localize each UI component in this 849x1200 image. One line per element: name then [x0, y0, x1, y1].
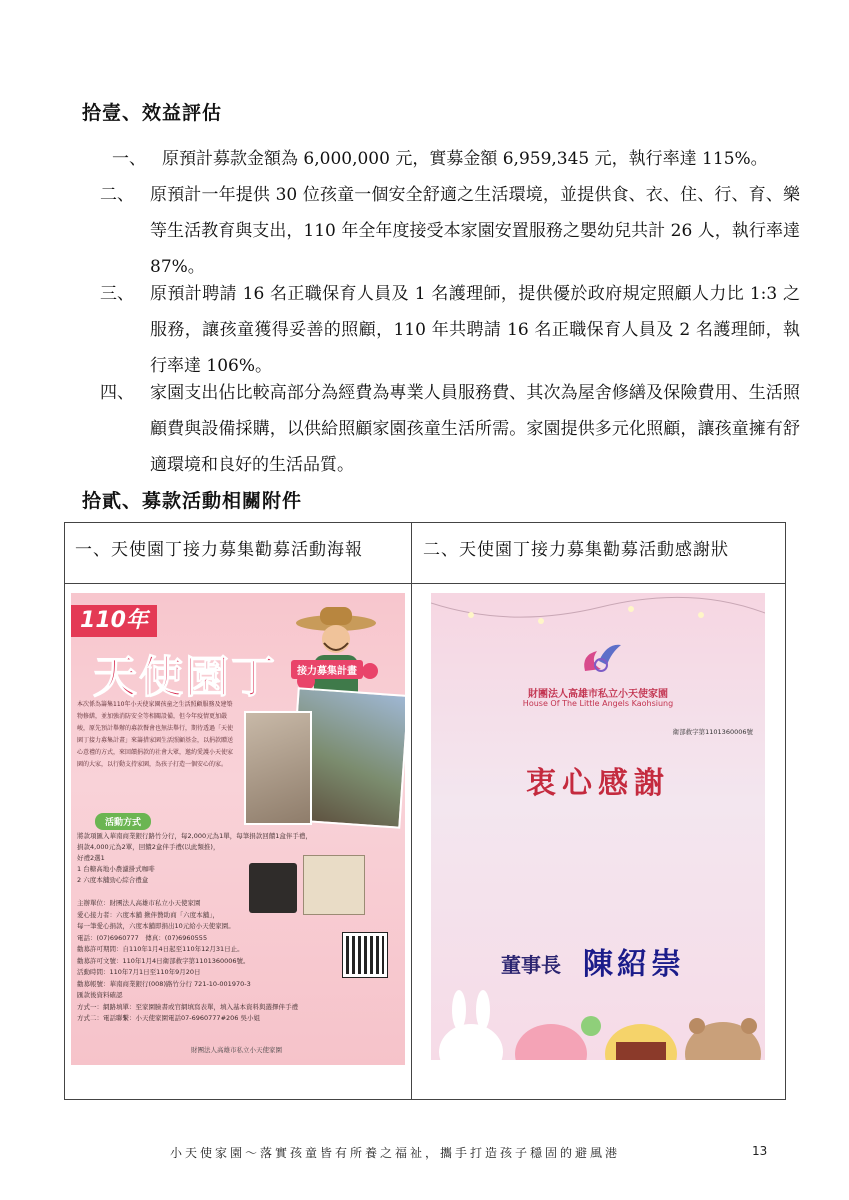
poster-intro-text: 本次係為籌集110年小天使家園孩童之生活照顧服務及建築物修繕，並加強消防安全等相關設備，但今年疫情更加嚴峻，原先預計舉辦的募款餐會也無法舉行，期待透過「天使園丁接力募集計畫」來籌措家園生活照顧基金，以捐款贈送心意禮的方式，來回饋捐款的社會大眾，邀約愛護小天使家園的大家，以行動支持家園，為孩子打造一個安心的家。 — [77, 701, 234, 768]
list-item-number: 二、 — [100, 185, 134, 205]
list-item — [100, 177, 800, 285]
list-item-number: 四、 — [100, 383, 134, 403]
poster-footer-org: 財團法人高雄市私立小天使家園 — [191, 1046, 282, 1054]
table-header-poster: 一、天使園丁接力募集勸募活動海報 — [75, 540, 363, 560]
list-item — [100, 375, 800, 483]
certificate-permit-number: 衛部救字第1101360006號 — [672, 728, 753, 736]
certificate-org-name-en: House Of The Little Angels Kaohsiung — [522, 699, 674, 708]
list-item-number: 三、 — [100, 284, 134, 304]
certificate-thanks-title: 衷心感謝 — [526, 766, 670, 801]
list-item — [112, 141, 802, 177]
text-line: 匯款後資料確認 — [77, 991, 123, 999]
list-item-text: 原預計募款金額為 6,000,000 元，實募金額 6,959,345 元，執行率達 115%。 — [162, 149, 768, 169]
text-line: 捐款4,000元為2單，回饋2盒伴手禮(以此類推)， — [77, 843, 220, 851]
text-line: 好禮2選1 — [77, 854, 105, 862]
table-header-certificate: 二、天使園丁接力募集勸募活動感謝狀 — [423, 540, 729, 560]
chairman-label: 董事長 — [501, 953, 561, 977]
text-line: 勸募許可期間：自110年1月4日起至110年12月31日止。 — [77, 945, 244, 953]
text-line: 勸募許可文號：110年1月4日衛部救字第1101360006號。 — [77, 956, 250, 965]
text-line: 1 台糖高地小農濾掛式咖啡 — [77, 865, 155, 873]
activity-label: 活動方式 — [95, 813, 151, 830]
fundraising-poster — [71, 593, 405, 1065]
list-item-text: 原預計一年提供 30 位孩童一個安全舒適之生活環境，並提供食、衣、住、行、育、樂等生活教育與支出，110 年全年度接受本家園安置服務之嬰幼兒共計 26 人，執行率達 87%。 — [150, 185, 800, 277]
chairman-name: 陳紹崇 — [583, 947, 685, 982]
child-photo — [244, 711, 312, 825]
cartoon-animals-illustration — [431, 980, 765, 1060]
organizer-info — [77, 898, 317, 1025]
list-item-number: 一、 — [112, 149, 146, 169]
thank-you-certificate — [431, 593, 765, 1060]
text-line: 電話：(07)6960777 傳真：(07)6960555 — [77, 933, 208, 942]
section-heading-attachments: 拾貳、募款活動相關附件 — [82, 490, 303, 512]
qr-code-icon — [343, 933, 387, 977]
text-line: 方式二：電話聯繫：小天使家園電話07-6960777#206 吳小姐 — [77, 1014, 260, 1022]
poster-title: 天使園丁 — [93, 652, 277, 703]
poster-year-badge: 110年 — [71, 605, 157, 637]
page-number: 13 — [752, 1144, 768, 1158]
certificate-org-name: 財團法人高雄市私立小天使家園 — [528, 689, 668, 700]
list-item — [100, 276, 800, 384]
text-line: 勸募帳號：華南商業銀行(008)路竹分行 721-10-001970-3 — [77, 979, 251, 988]
list-item-text: 原預計聘請 16 名正職保育人員及 1 名護理師，提供優於政府規定照顧人力比 1:3 之服務，讓孩童獲得妥善的照顧，110 年共聘請 16 名正職保育人員及 2 名護理師，執行率達 106%。 — [150, 284, 800, 376]
table-divider — [411, 523, 412, 1099]
string-lights-decoration — [431, 593, 765, 633]
page-footer: 小天使家園～落實孩童皆有所養之福祉，攜手打造孩子穩固的避風港 — [170, 1146, 621, 1160]
list-item-text: 家園支出佔比較高部分為經費為專業人員服務費、其次為屋舍修繕及保險費用、生活照顧費與設備採購，以供給照顧家園孩童生活所需。家園提供多元化照顧，讓孩童擁有舒適環境和良好的生活品質。 — [150, 383, 800, 475]
text-line: 愛心接力者：六度本舖 揪伴贊助商「六度本舖」， — [77, 910, 219, 919]
text-line: 主辦單位：財團法人高雄市私立小天使家園 — [77, 899, 201, 907]
poster-subtitle: 接力募集計畫 — [291, 660, 363, 679]
text-line: 方式一：網路填單：至家園臉書或官網填寫表單，填入基本資料與選擇伴手禮 — [77, 1002, 298, 1011]
organization-logo-icon — [577, 641, 623, 677]
text-line: 活動時間：110年7月1日至110年9月20日 — [77, 968, 201, 976]
text-line: 每一筆愛心捐款，六度本舖即捐出10元給小天使家園。 — [77, 922, 235, 930]
table-divider — [65, 583, 785, 584]
text-line: 將款項匯入華南商業銀行路竹分行，每2,000元為1單，每筆捐款回饋1盒伴手禮， — [77, 832, 312, 840]
section-heading-benefit-evaluation: 拾壹、效益評估 — [82, 102, 223, 124]
text-line: 2 六度本舖勁心綜合禮盒 — [77, 876, 149, 884]
